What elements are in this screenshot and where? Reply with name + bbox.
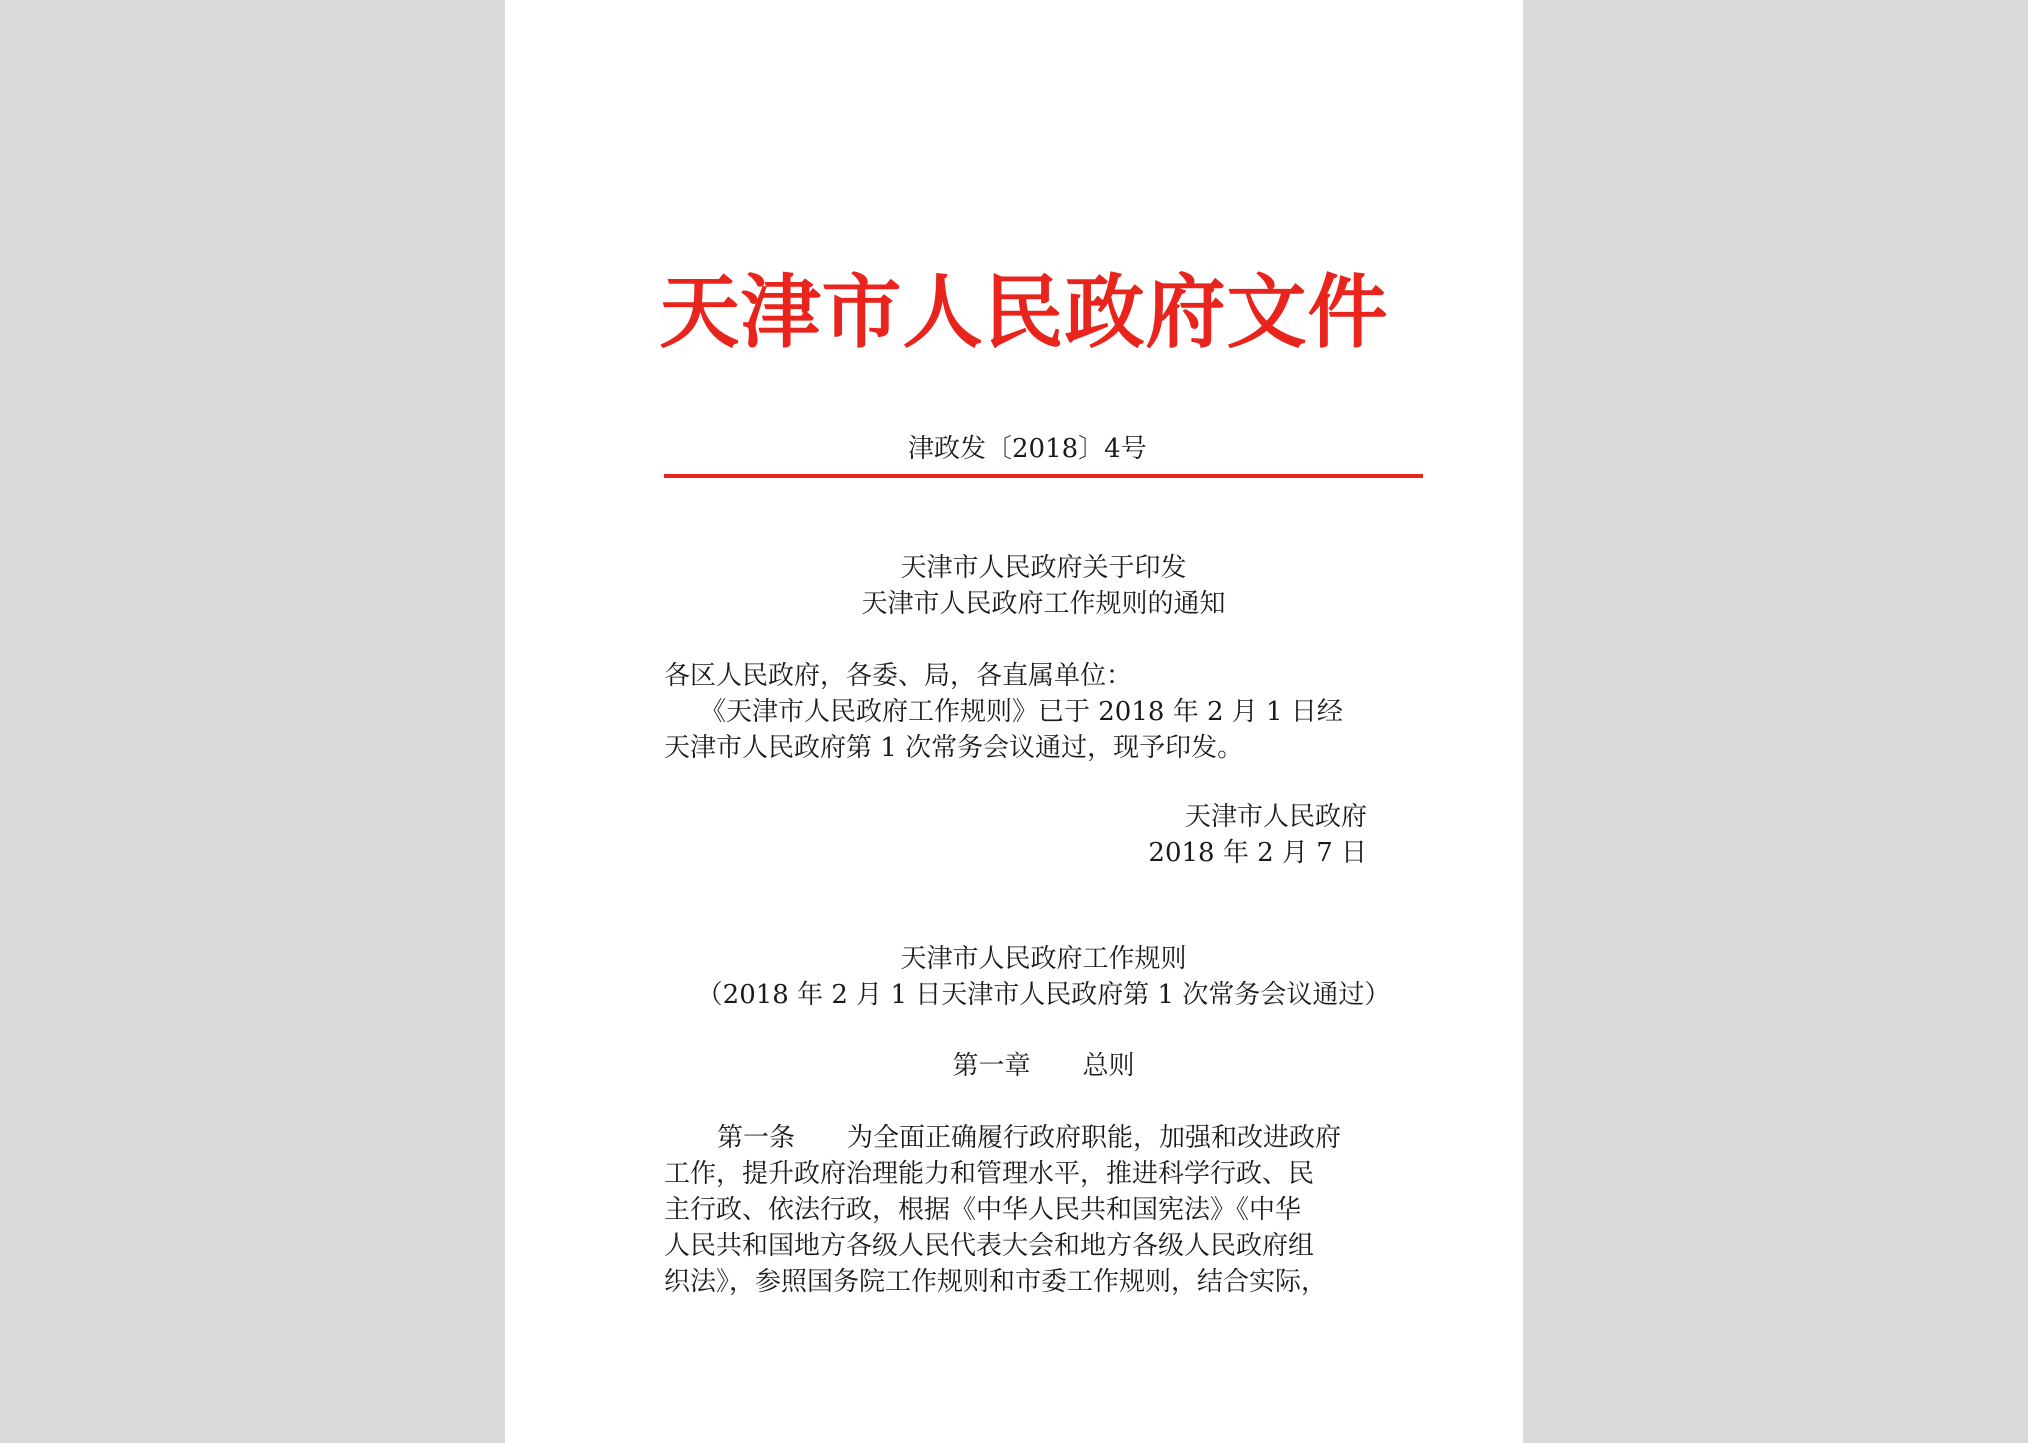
notice-title-line-2: 天津市人民政府工作规则的通知 xyxy=(861,589,1226,619)
notice-body-line-2: 天津市人民政府第 1 次常务会议通过，现予印发。 xyxy=(664,733,1244,763)
rules-subtitle: （2018 年 2 月 1 日天津市人民政府第 1 次常务会议通过） xyxy=(696,980,1391,1010)
notice-date: 2018 年 2 月 7 日 xyxy=(1148,838,1367,868)
red-divider xyxy=(664,474,1423,478)
article-line: 人民共和国地方各级人民代表大会和地方各级人民政府组 xyxy=(664,1231,1315,1261)
rules-title: 天津市人民政府工作规则 xyxy=(900,944,1187,974)
article-line: 第一条 为全面正确履行政府职能，加强和改进政府 xyxy=(717,1123,1342,1153)
document-page xyxy=(505,0,1523,1443)
notice-title-line-1: 天津市人民政府关于印发 xyxy=(900,553,1187,583)
document-header-title: 天津市人民政府文件 xyxy=(659,265,1389,359)
notice-signature: 天津市人民政府 xyxy=(1184,802,1367,832)
article-line: 主行政、依法行政，根据《中华人民共和国宪法》《中华 xyxy=(664,1195,1302,1225)
article-line: 工作，提升政府治理能力和管理水平，推进科学行政、民 xyxy=(664,1159,1315,1189)
article-line: 织法》，参照国务院工作规则和市委工作规则，结合实际， xyxy=(664,1267,1328,1297)
chapter-heading: 第一章 总则 xyxy=(952,1051,1135,1081)
document-number: 津政发〔2018〕4号 xyxy=(908,434,1147,464)
notice-salutation: 各区人民政府，各委、局，各直属单位： xyxy=(664,661,1133,691)
notice-body-line-1: 《天津市人民政府工作规则》已于 2018 年 2 月 1 日经 xyxy=(700,697,1343,727)
